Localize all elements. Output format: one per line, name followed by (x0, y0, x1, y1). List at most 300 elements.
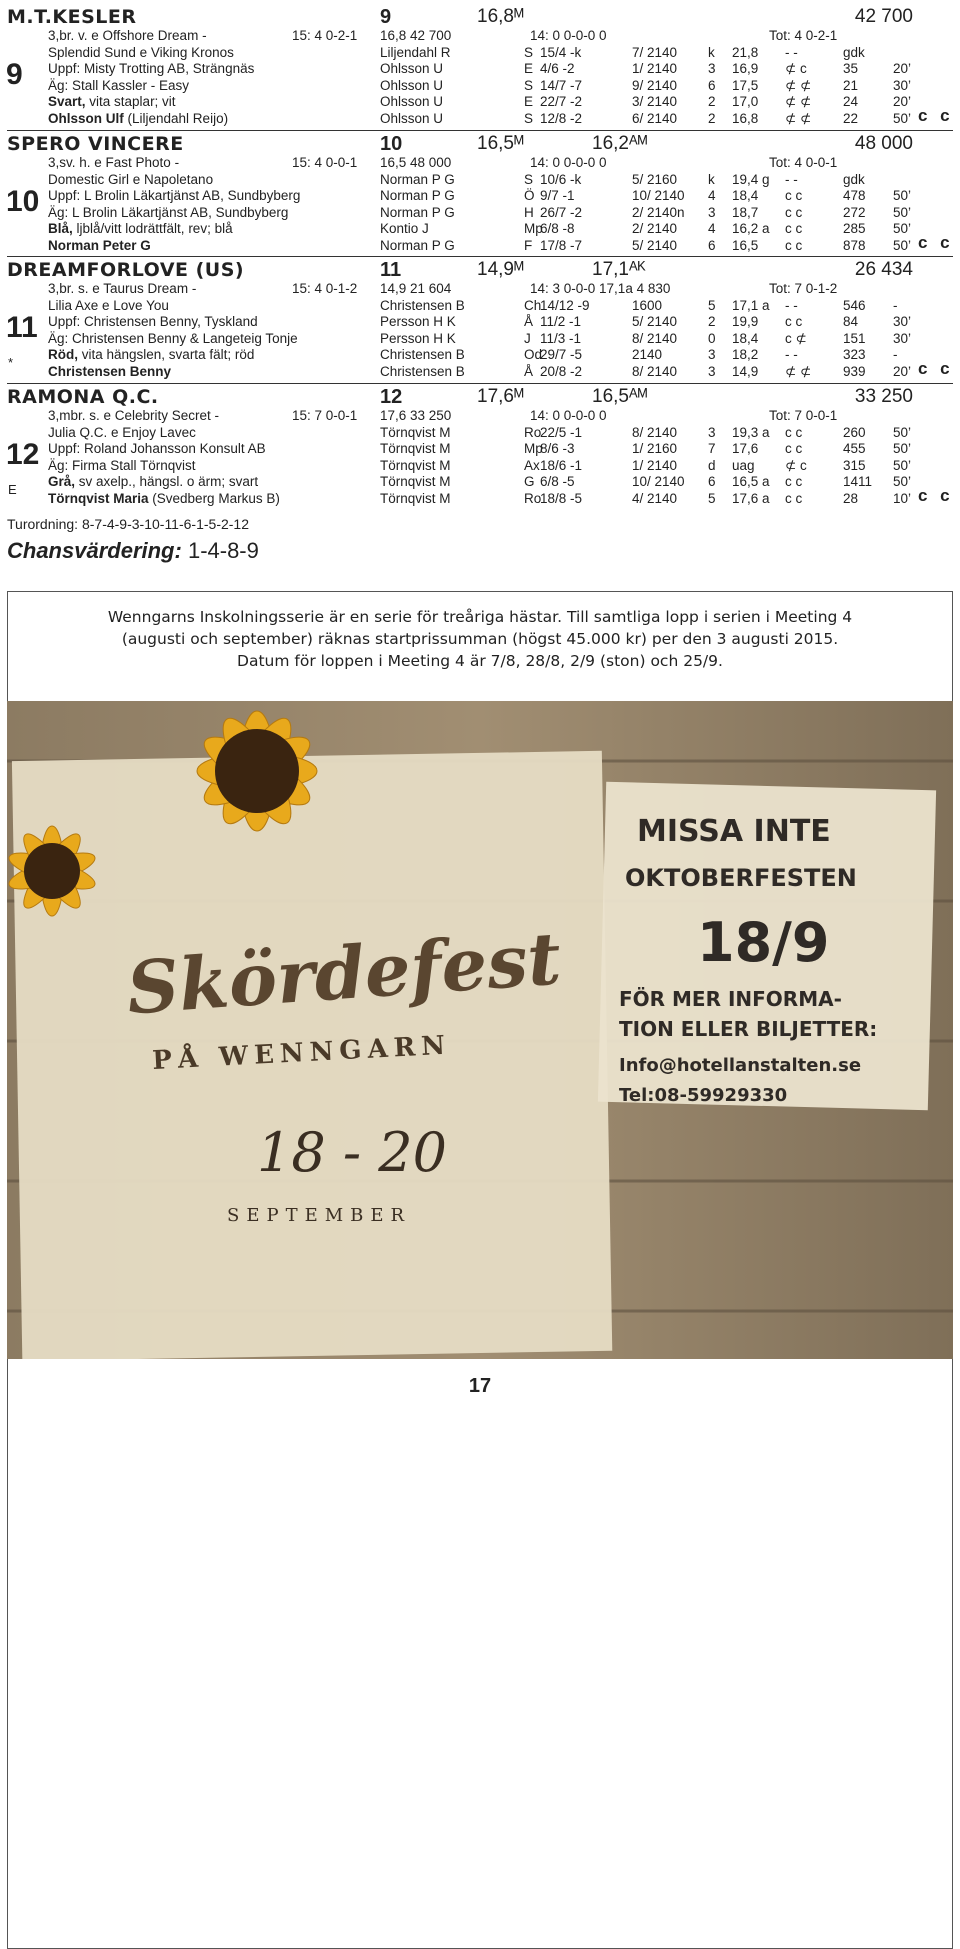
cell-c0: 3,br. s. e Taurus Dream - (48, 281, 197, 296)
info-line-1: Wenngarns Inskolningsserie är en serie för treåriga hästar. Till samtliga lopp i serien i Meeting 4 (107, 608, 853, 626)
cell-c0: 3,sv. h. e Fast Photo - (48, 155, 180, 170)
start-row (0, 78, 960, 94)
cell-c3: 20/8 -2 (540, 363, 583, 379)
cell-c10: 50’ (893, 424, 912, 440)
cell-c4: 2140 (632, 347, 663, 362)
cell-c9: 151 (843, 330, 866, 346)
poster-art (7, 701, 953, 1359)
cc-icon: c c (918, 358, 954, 378)
cell-c10: 50’ (893, 441, 912, 456)
cell-c5: 3 (708, 61, 716, 76)
horse-prize: 48 000 (854, 133, 913, 154)
cell-c3: 11/3 -1 (540, 330, 582, 346)
cell-c4: 6/ 2140 (632, 110, 678, 126)
cell-c2: H (524, 204, 534, 220)
start-row (0, 441, 960, 457)
cell-c0: Grå, sv axelp., hängsl. o ärm; svart (48, 474, 259, 489)
cell-bold: Röd, (48, 347, 78, 362)
chansvardering-value: 1-4-8-9 (187, 538, 259, 563)
cell-c4: 5/ 2160 (632, 171, 678, 187)
cell-c9: gdk (843, 171, 865, 187)
cc-icon: c c (918, 105, 954, 125)
info-line-3: Datum för loppen i Meeting 4 är 7/8, 28/8, 2/9 (ston) och 25/9. (237, 652, 723, 670)
cell-c4: 7/ 2140 (632, 44, 678, 60)
start-row (0, 298, 960, 314)
cell-c1: Persson H K (380, 314, 456, 329)
cell-c0: Uppf: L Brolin Läkartjänst AB, Sundbyberg (48, 188, 301, 203)
cell-c0: Uppf: Christensen Benny, Tyskland (48, 314, 258, 329)
horse-mark: * (8, 355, 14, 370)
horse-rec2: 16,2ᴬᴹ (592, 133, 648, 154)
cell-c2: Ro (524, 424, 542, 440)
cell-c0 (48, 238, 151, 254)
cell-c6: 21,8 (732, 44, 759, 60)
cell-cs: 15: 4 0-2-1 (292, 28, 358, 43)
cell-c4: 8/ 2140 (632, 330, 678, 346)
cell-c9: 1411 (843, 474, 873, 489)
cell-c1: Norman P G (380, 171, 455, 187)
cell-c6: 19,4 g (732, 171, 770, 187)
poster-okt: OKTOBERFESTEN (625, 864, 857, 892)
cell-c2: Å (524, 363, 534, 379)
start-row (0, 331, 960, 347)
cell-c3: 18/6 -1 (540, 457, 583, 473)
cell-c7: - - (785, 297, 798, 313)
cell-c6: 17,6 a (732, 490, 770, 506)
cell-c7: c c (785, 237, 803, 253)
cell-c2: Ax (524, 457, 540, 473)
cell-c0: Splendid Sund e Viking Kronos (48, 44, 234, 60)
cell-c7: c c (785, 314, 803, 329)
cell-total: Tot: 4 0-2-1 (769, 28, 838, 43)
cell-c2: S (524, 171, 534, 187)
cell-c1: 17,6 33 250 (380, 408, 452, 423)
cell-c3: 14: 0 0-0-0 0 (530, 28, 607, 43)
cell-c10: - (893, 297, 898, 313)
cell-c5: 7 (708, 441, 716, 456)
cell-total: Tot: 7 0-1-2 (769, 281, 838, 296)
cell-c10: 30’ (893, 77, 912, 93)
start-row (0, 347, 960, 363)
cell-bold: Törnqvist Maria (48, 490, 149, 506)
cell-c5: k (708, 44, 715, 60)
cell-c5: d (708, 457, 716, 473)
cell-c1: Persson H K (380, 330, 456, 346)
cell-c0: Äg: Firma Stall Törnqvist (48, 457, 196, 473)
cell-c9: 315 (843, 457, 866, 473)
cell-c3: 6/8 -5 (540, 474, 575, 489)
cell-c6: 19,3 a (732, 424, 770, 440)
start-row (0, 45, 960, 61)
cell-c5: 6 (708, 474, 716, 489)
start-row (0, 485, 960, 507)
cell-c5: 5 (708, 490, 716, 506)
cell-c1: Törnqvist M (380, 457, 451, 473)
cell-c3: 10/6 -k (540, 171, 582, 187)
horse-divider (7, 130, 953, 131)
cell-bold: Grå, (48, 474, 76, 489)
cell-c4: 5/ 2140 (632, 237, 678, 253)
cell-c2: Ro (524, 490, 542, 506)
cell-c2: Mp (524, 221, 543, 236)
cell-c9: 285 (843, 221, 866, 236)
cell-c6: 18,7 (732, 204, 759, 220)
start-row (0, 172, 960, 188)
cell-c3: 4/6 -2 (540, 61, 575, 76)
cell-c9: 22 (843, 110, 859, 126)
cell-c4: 1/ 2140 (632, 457, 678, 473)
poster-title: Skördefest (124, 915, 564, 1031)
horse-name: RAMONA Q.C. (7, 386, 159, 408)
cell-c1: Ohlsson U (380, 110, 444, 126)
cell-c3: 12/8 -2 (540, 110, 583, 126)
cell-c1: 16,5 48 000 (380, 155, 452, 170)
cell-c1: Törnqvist M (380, 441, 451, 456)
cell-c0: Röd, vita hängslen, svarta fält; röd (48, 347, 255, 362)
cell-c0: Uppf: Roland Johansson Konsult AB (48, 441, 266, 456)
cell-c4: 4/ 2140 (632, 490, 678, 506)
cell-c4: 9/ 2140 (632, 77, 678, 93)
cell-c5: 5 (708, 297, 716, 313)
cell-c1: Norman P G (380, 188, 455, 203)
cell-c1: Christensen B (380, 363, 465, 379)
cell-c2: E (524, 61, 534, 76)
cell-c9: gdk (843, 44, 865, 60)
cell-c2: G (524, 474, 535, 489)
start-number: 10 (6, 185, 40, 218)
start-row (0, 314, 960, 330)
poster-mer1: FÖR MER INFORMA- (619, 987, 842, 1011)
cell-c0: Äg: Stall Kassler - Easy (48, 77, 190, 93)
horse-num: 12 (380, 386, 403, 408)
cell-c0: 3,mbr. s. e Celebrity Secret - (48, 408, 220, 423)
cell-c9: 323 (843, 347, 866, 362)
cell-c2: Ö (524, 188, 535, 203)
page-number: 17 (468, 1375, 492, 1397)
cell-c10: 30’ (893, 330, 912, 346)
poster-subtitle: PÅ WENNGARN (151, 1030, 452, 1077)
cell-cs: 15: 7 0-0-1 (292, 408, 358, 423)
cell-c10: 20’ (893, 94, 912, 109)
cell-c2: S (524, 44, 534, 60)
cell-c5: 3 (708, 424, 716, 440)
cell-c5: 3 (708, 347, 716, 362)
start-row (0, 408, 960, 424)
cell-c0: Lilia Axe e Love You (48, 297, 169, 313)
cell-c9: 546 (843, 297, 866, 313)
cell-c1: Törnqvist M (380, 424, 451, 440)
cell-c5: 4 (708, 221, 716, 236)
cell-c3: 14: 3 0-0-0 17,1a 4 830 (530, 281, 671, 296)
cell-c5: 2 (708, 110, 716, 126)
cell-c6: 16,9 (732, 61, 759, 76)
start-row (0, 155, 960, 171)
horse-name: DREAMFORLOVE (US) (7, 259, 245, 281)
cell-c6: 18,4 (732, 188, 759, 203)
cell-c10: 10’ (893, 490, 912, 506)
cell-c0: Törnqvist Maria (Svedberg Markus B) (48, 490, 280, 506)
cell-c3: 14/7 -7 (540, 77, 583, 93)
cell-c0 (48, 364, 171, 380)
start-row (0, 221, 960, 237)
cell-c2: Od (524, 347, 543, 362)
cell-c7: ⊄ c (785, 457, 807, 473)
cell-c3: 18/8 -5 (540, 490, 583, 506)
cell-c10: 20’ (893, 61, 912, 76)
cell-c1: Ohlsson U (380, 94, 444, 109)
cell-cs: 15: 4 0-0-1 (292, 155, 358, 170)
cell-c6: 16,8 (732, 110, 759, 126)
cell-c6: 18,4 (732, 330, 759, 346)
horse-prize: 33 250 (854, 386, 913, 407)
cell-c2: S (524, 77, 534, 93)
start-row (0, 61, 960, 77)
cell-c3: 8/6 -3 (540, 441, 575, 456)
cell-c3: 14/12 -9 (540, 297, 590, 313)
cell-c3: 9/7 -1 (540, 188, 575, 203)
cell-c9: 35 (843, 61, 859, 76)
cell-c2: F (524, 237, 533, 253)
cell-c1: Kontio J (380, 221, 429, 236)
cell-c4: 10/ 2140 (632, 188, 685, 203)
cell-c1: Ohlsson U (380, 61, 444, 76)
cell-c7: ⊄ ⊄ (785, 94, 812, 109)
cell-c2: E (524, 94, 534, 109)
poster-dates: 18 - 20 (257, 1121, 448, 1184)
start-row (0, 188, 960, 204)
cell-c7: c c (785, 474, 803, 489)
cell-c0: Äg: Christensen Benny & Langeteig Tonje (48, 330, 298, 346)
cell-c2: Ch (524, 297, 542, 313)
cell-c6: 16,5 (732, 237, 759, 253)
chansvardering-label: Chansvärdering: (7, 538, 182, 563)
cell-c0: Svart, vita staplar; vit (48, 94, 176, 109)
cell-c7: ⊄ ⊄ (785, 110, 812, 126)
cell-c7: c c (785, 204, 803, 220)
cell-c10: 50’ (893, 188, 912, 203)
cell-c4: 8/ 2140 (632, 424, 678, 440)
cell-c3: 15/4 -k (540, 44, 582, 60)
cell-c2: S (524, 110, 534, 126)
cell-c0: Ohlsson Ulf (Liljendahl Reijo) (48, 110, 229, 126)
cell-c5: 3 (708, 204, 716, 220)
cell-c1: Norman P G (380, 204, 455, 220)
cell-c3: 22/7 -2 (540, 94, 583, 109)
cell-c9: 272 (843, 204, 866, 220)
cell-c4: 8/ 2140 (632, 363, 678, 379)
cell-c6: 17,0 (732, 94, 759, 109)
cell-c5: 2 (708, 94, 716, 109)
horse-rec2: 17,1ᴬᴷ (592, 259, 646, 280)
cell-c3: 14: 0 0-0-0 0 (530, 155, 607, 170)
cell-c5: 2 (708, 314, 716, 329)
poster-month: SEPTEMBER (227, 1205, 412, 1226)
cell-c0: Domestic Girl e Napoletano (48, 171, 214, 187)
cell-c7: ⊄ ⊄ (785, 77, 812, 93)
cell-c3: 22/5 -1 (540, 424, 583, 440)
cell-c7: - - (785, 44, 798, 60)
cell-c2: Å (524, 314, 534, 329)
cell-c9: 478 (843, 188, 866, 203)
start-row (0, 105, 960, 127)
start-row (0, 358, 960, 380)
cell-c4: 2/ 2140 (632, 221, 678, 236)
cell-c1: Liljendahl R (380, 44, 451, 60)
poster-tel: Tel:08-59929330 (619, 1085, 788, 1106)
cell-c2: Mp (524, 441, 543, 456)
cell-c1: Norman P G (380, 237, 455, 253)
cell-c10: 20’ (893, 363, 912, 379)
info-line-2: (augusti och september) räknas startprissumman (högst 45.000 kr) per den 3 augusti 2015. (121, 630, 839, 648)
cell-bold: Svart, (48, 94, 86, 109)
start-row (0, 205, 960, 221)
horse-prize: 26 434 (854, 259, 913, 280)
cc-icon: c c (918, 232, 954, 252)
cell-c1: 16,8 42 700 (380, 28, 452, 43)
cell-c3: 17/8 -7 (540, 237, 583, 253)
cell-c3: 14: 0 0-0-0 0 (530, 408, 607, 423)
cell-c9: 24 (843, 94, 859, 109)
cell-c9: 878 (843, 237, 866, 253)
cell-c4: 3/ 2140 (632, 94, 678, 109)
cell-c5: 6 (708, 237, 716, 253)
cell-c4: 1/ 2140 (632, 61, 678, 76)
start-row (0, 94, 960, 110)
cell-bold: Ohlsson Ulf (48, 110, 124, 126)
cell-c9: 28 (843, 490, 859, 506)
cell-c10: - (893, 347, 898, 362)
cell-c6: 18,2 (732, 347, 759, 362)
cell-c10: 50’ (893, 221, 912, 236)
cell-c6: 17,5 (732, 77, 759, 93)
horse-divider (7, 256, 953, 257)
horse-rec1: 16,5ᴹ (477, 133, 524, 154)
horse-num: 10 (380, 133, 403, 155)
cell-c10: 50’ (893, 237, 912, 253)
cell-c10: 50’ (893, 457, 912, 473)
cell-c3: 6/8 -8 (540, 221, 575, 236)
cell-c5: 0 (708, 330, 716, 346)
cell-cs: 15: 4 0-1-2 (292, 281, 358, 296)
cell-c1: Törnqvist M (380, 490, 451, 506)
chansvardering (7, 538, 259, 564)
cell-c7: c ⊄ (785, 330, 807, 346)
start-row (0, 458, 960, 474)
cell-c5: 3 (708, 363, 716, 379)
cell-c7: - - (785, 171, 798, 187)
horse-num: 11 (380, 259, 402, 281)
cell-c9: 939 (843, 363, 866, 379)
cell-c9: 84 (843, 314, 859, 329)
cell-c7: c c (785, 424, 803, 440)
cell-c5: k (708, 171, 715, 187)
cell-c2: J (524, 330, 531, 346)
horse-rec1: 17,6ᴹ (477, 386, 524, 407)
poster-date2: 18/9 (697, 911, 830, 974)
start-number: 9 (6, 58, 23, 91)
cell-c6: 17,1 a (732, 297, 770, 313)
cell-c1: 14,9 21 604 (380, 281, 452, 296)
start-row (0, 232, 960, 254)
horse-prize: 42 700 (854, 6, 913, 27)
cell-c6: 19,9 (732, 314, 759, 329)
horse-name: M.T.KESLER (7, 6, 137, 28)
cell-c9: 260 (843, 424, 866, 440)
start-number: 11 (6, 311, 38, 344)
turordning: Turordning: 8-7-4-9-3-10-11-6-1-5-2-12 (7, 516, 249, 532)
cc-icon: c c (918, 485, 954, 505)
cell-c6: uag (732, 457, 755, 473)
start-row (0, 28, 960, 44)
cell-c0: Äg: L Brolin Läkartjänst AB, Sundbyberg (48, 204, 289, 220)
cell-bold: Norman Peter G (48, 237, 151, 253)
horse-num: 9 (380, 6, 392, 28)
cell-c1: Ohlsson U (380, 77, 444, 93)
cell-c4: 1/ 2160 (632, 441, 678, 456)
poster-missa: MISSA INTE (637, 814, 831, 849)
cell-c10: 50’ (893, 474, 912, 489)
cell-bold: Christensen Benny (48, 363, 172, 379)
horse-rec2: 16,5ᴬᴹ (592, 386, 648, 407)
cell-c6: 14,9 (732, 363, 759, 379)
cell-c4: 1600 (632, 297, 663, 313)
cell-c0: Uppf: Misty Trotting AB, Strängnäs (48, 61, 255, 76)
start-number: 12 (6, 438, 40, 471)
start-row (0, 281, 960, 297)
cell-c3: 29/7 -5 (540, 347, 583, 362)
cell-c7: c c (785, 221, 803, 236)
skordefest-poster (7, 701, 953, 1359)
cell-c7: c c (785, 441, 803, 456)
cell-c7: ⊄ c (785, 61, 807, 76)
cell-c7: ⊄ ⊄ (785, 363, 812, 379)
cell-c6: 17,6 (732, 441, 759, 456)
start-row (0, 474, 960, 490)
cell-c1: Christensen B (380, 347, 465, 362)
cell-c4: 5/ 2140 (632, 314, 678, 329)
cell-c5: 6 (708, 77, 716, 93)
horse-rec1: 16,8ᴹ (477, 6, 524, 27)
cell-c3: 11/2 -1 (540, 314, 582, 329)
cell-c0: 3,br. v. e Offshore Dream - (48, 28, 207, 43)
cell-c6: 16,5 a (732, 474, 770, 489)
poster-email: Info@hotellanstalten.se (619, 1055, 862, 1076)
cell-c0: Julia Q.C. e Enjoy Lavec (48, 424, 196, 440)
horse-rec1: 14,9ᴹ (477, 259, 524, 280)
cell-c0: Blå, ljblå/vitt lodrättfält, rev; blå (48, 221, 233, 236)
cell-c1: Christensen B (380, 297, 465, 313)
cell-c10: 50’ (893, 204, 912, 220)
cell-c4: 10/ 2140 (632, 474, 685, 489)
cell-c10: 30’ (893, 314, 912, 329)
start-row (0, 425, 960, 441)
cell-c9: 21 (843, 77, 859, 93)
cell-bold: Blå, (48, 221, 73, 236)
horse-divider (7, 383, 953, 384)
poster-mer2: TION ELLER BILJETTER: (619, 1017, 878, 1041)
horse-mark: E (8, 482, 17, 497)
cell-c10: 50’ (893, 110, 912, 126)
cell-c9: 455 (843, 441, 866, 456)
cell-c3: 26/7 -2 (540, 204, 583, 220)
cell-c7: c c (785, 188, 803, 203)
cell-total: Tot: 7 0-0-1 (769, 408, 838, 423)
cell-c4: 2/ 2140n (632, 204, 685, 220)
cell-total: Tot: 4 0-0-1 (769, 155, 838, 170)
cell-c7: c c (785, 490, 803, 506)
cell-c1: Törnqvist M (380, 474, 451, 489)
cell-c6: 16,2 a (732, 221, 770, 236)
